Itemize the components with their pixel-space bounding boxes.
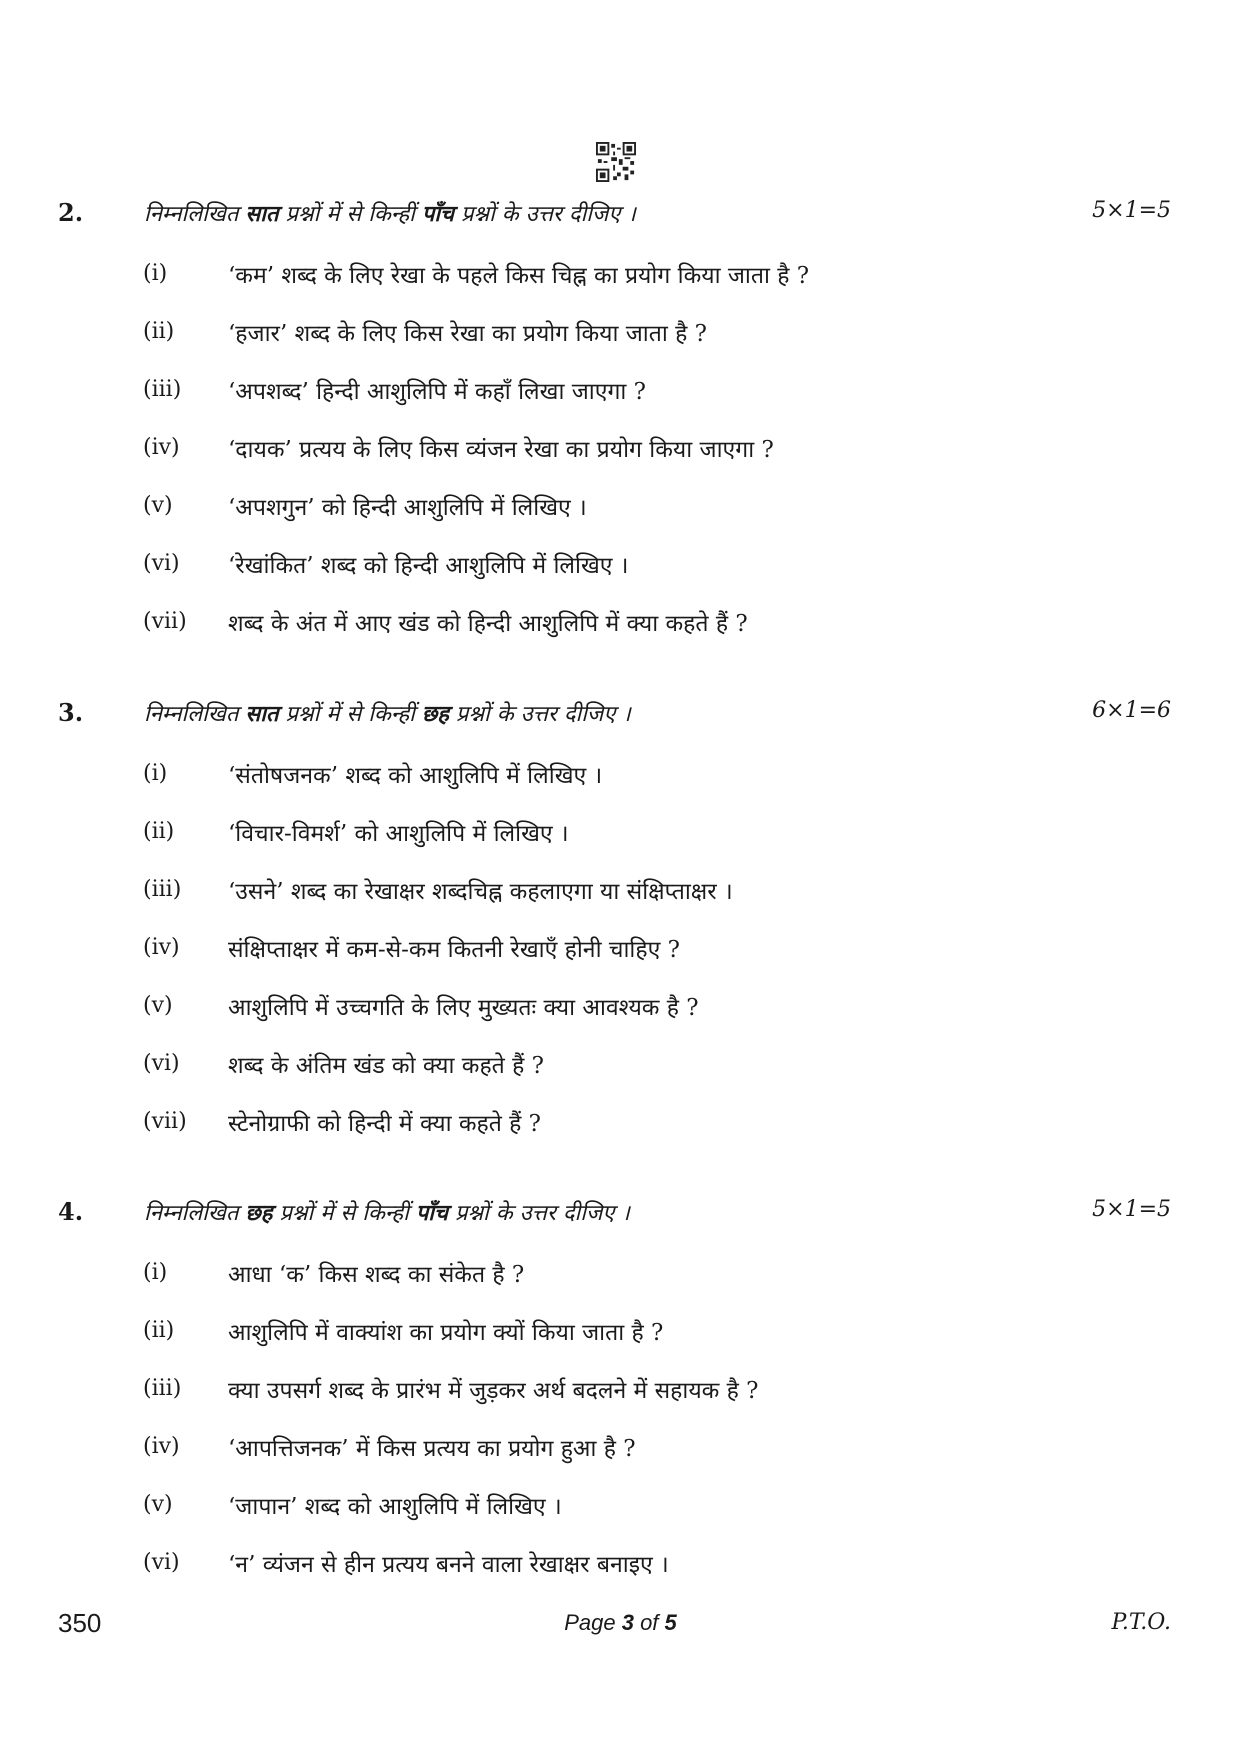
question-marks: 5×1=5 xyxy=(1092,198,1171,223)
question-header xyxy=(0,194,1241,234)
sub-question-text: ‘उसने’ शब्द का रेखाक्षर शब्दचिह्न कहलाएगा या संक्षिप्ताक्षर । xyxy=(228,879,733,905)
sub-question xyxy=(0,484,1241,542)
sub-question-text: ‘अपशब्द’ हिन्दी आशुलिपि में कहाँ लिखा जाएगा ? xyxy=(228,379,647,405)
sub-question-text: ‘संतोषजनक’ शब्द को आशुलिपि में लिखिए । xyxy=(228,763,603,789)
sub-question xyxy=(0,984,1241,1042)
sub-question-number: (v) xyxy=(143,493,173,518)
sub-question-text: ‘अपशगुन’ को हिन्दी आशुलिपि में लिखिए । xyxy=(228,495,587,521)
sub-question-text: ‘आपत्तिजनक’ में किस प्रत्यय का प्रयोग हुआ है ? xyxy=(228,1436,636,1462)
sub-question-text: ‘कम’ शब्द के लिए रेखा के पहले किस चिह्न का प्रयोग किया जाता है ? xyxy=(228,263,810,289)
pto-label: P.T.O. xyxy=(1111,1610,1171,1635)
sub-question xyxy=(0,1251,1241,1309)
sub-question xyxy=(0,926,1241,984)
sub-question-number: (i) xyxy=(143,1260,168,1285)
sub-question-number: (vi) xyxy=(143,1550,180,1575)
sub-question-text: ‘जापान’ शब्द को आशुलिपि में लिखिए । xyxy=(228,1494,562,1520)
question-marks: 5×1=5 xyxy=(1092,1197,1171,1222)
sub-question-number: (iii) xyxy=(143,877,182,902)
sub-question-number: (i) xyxy=(143,761,168,786)
question-header xyxy=(0,694,1241,734)
sub-question xyxy=(0,1425,1241,1483)
sub-question xyxy=(0,868,1241,926)
sub-question-text: ‘विचार-विमर्श’ को आशुलिपि में लिखिए । xyxy=(228,821,569,847)
question-instruction: निम्नलिखित सात प्रश्नों में से किन्हीं पाँच प्रश्नों के उत्तर दीजिए । xyxy=(144,201,636,227)
question-header xyxy=(0,1193,1241,1233)
sub-question xyxy=(0,752,1241,810)
sub-question-text: आशुलिपि में उच्चगति के लिए मुख्यतः क्या आवश्यक है ? xyxy=(228,995,699,1021)
page-number: Page 3 of 5 xyxy=(564,1610,677,1635)
sub-question-text: ‘रेखांकित’ शब्द को हिन्दी आशुलिपि में लिखिए । xyxy=(228,553,629,579)
question-number: 2. xyxy=(58,198,84,227)
sub-question xyxy=(0,1042,1241,1100)
question-4 xyxy=(0,1193,1241,1599)
qr-code xyxy=(596,142,636,182)
sub-question xyxy=(0,1367,1241,1425)
sub-question-number: (iv) xyxy=(143,935,180,960)
sub-question-text: आशुलिपि में वाक्यांश का प्रयोग क्यों किया जाता है ? xyxy=(228,1320,664,1346)
sub-question-number: (iv) xyxy=(143,1434,180,1459)
sub-question xyxy=(0,542,1241,600)
question-number: 3. xyxy=(58,698,84,727)
sub-question xyxy=(0,1541,1241,1599)
sub-question xyxy=(0,426,1241,484)
sub-question-number: (ii) xyxy=(143,819,175,844)
sub-question xyxy=(0,252,1241,310)
question-instruction: निम्नलिखित सात प्रश्नों में से किन्हीं छह प्रश्नों के उत्तर दीजिए । xyxy=(144,701,631,727)
sub-question-text: आधा ‘क’ किस शब्द का संकेत है ? xyxy=(228,1262,525,1288)
sub-question-number: (iii) xyxy=(143,377,182,402)
sub-question-text: शब्द के अंत में आए खंड को हिन्दी आशुलिपि में क्या कहते हैं ? xyxy=(228,611,748,637)
sub-question xyxy=(0,310,1241,368)
page-footer xyxy=(0,1608,1241,1648)
sub-question-text: ‘न’ व्यंजन से हीन प्रत्यय बनने वाला रेखाक्षर बनाइए । xyxy=(228,1552,669,1578)
sub-question-text: संक्षिप्ताक्षर में कम-से-कम कितनी रेखाएँ होनी चाहिए ? xyxy=(228,937,680,963)
sub-question-number: (vii) xyxy=(143,609,187,634)
sub-question xyxy=(0,600,1241,658)
sub-question-number: (v) xyxy=(143,993,173,1018)
sub-question xyxy=(0,810,1241,868)
sub-question-text: शब्द के अंतिम खंड को क्या कहते हैं ? xyxy=(228,1053,544,1079)
sub-question-number: (iv) xyxy=(143,435,180,460)
sub-question-text: ‘हजार’ शब्द के लिए किस रेखा का प्रयोग किया जाता है ? xyxy=(228,321,707,347)
sub-question xyxy=(0,368,1241,426)
sub-question xyxy=(0,1483,1241,1541)
sub-question xyxy=(0,1100,1241,1158)
sub-question xyxy=(0,1309,1241,1367)
sub-question-number: (vii) xyxy=(143,1109,187,1134)
sub-question-number: (ii) xyxy=(143,1318,175,1343)
sub-question-number: (vi) xyxy=(143,1051,180,1076)
question-2 xyxy=(0,194,1241,658)
question-3 xyxy=(0,694,1241,1158)
sub-question-number: (iii) xyxy=(143,1376,182,1401)
paper-code: 350 xyxy=(58,1608,102,1638)
question-number: 4. xyxy=(58,1197,84,1226)
sub-question-text: स्टेनोग्राफी को हिन्दी में क्या कहते हैं ? xyxy=(228,1111,542,1137)
question-marks: 6×1=6 xyxy=(1092,698,1171,723)
sub-question-number: (v) xyxy=(143,1492,173,1517)
sub-question-number: (ii) xyxy=(143,319,175,344)
sub-question-text: क्या उपसर्ग शब्द के प्रारंभ में जुड़कर अर्थ बदलने में सहायक है ? xyxy=(228,1378,759,1404)
sub-question-text: ‘दायक’ प्रत्यय के लिए किस व्यंजन रेखा का प्रयोग किया जाएगा ? xyxy=(228,437,774,463)
question-instruction: निम्नलिखित छह प्रश्नों में से किन्हीं पाँच प्रश्नों के उत्तर दीजिए । xyxy=(144,1200,630,1226)
sub-question-number: (i) xyxy=(143,261,168,286)
sub-question-number: (vi) xyxy=(143,551,180,576)
